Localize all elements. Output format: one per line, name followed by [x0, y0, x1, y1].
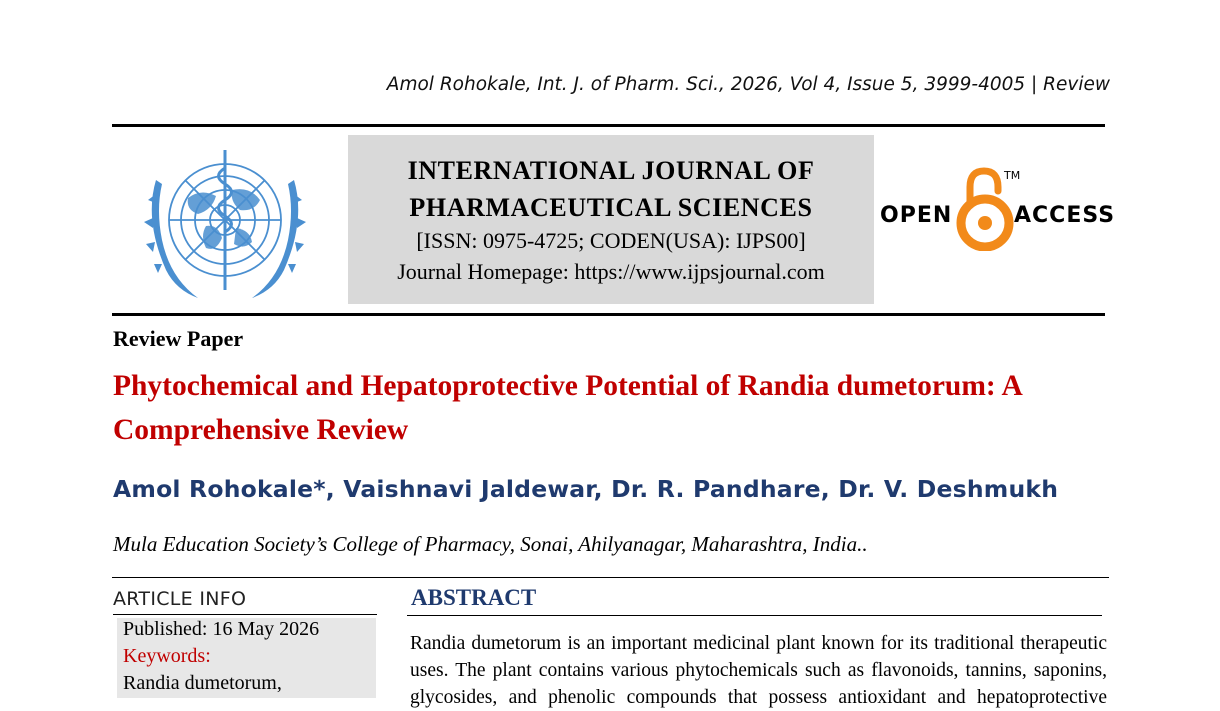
journal-issn: [ISSN: 0975-4725; CODEN(USA): IJPS00] [416, 228, 806, 253]
open-access-logo [880, 165, 1116, 255]
author-list: Amol Rohokale*, Vaishnavi Jaldewar, Dr. R. Pandhare, Dr. V. Deshmukh [113, 475, 1059, 503]
journal-name-line2: PHARMACEUTICAL SCIENCES [409, 193, 813, 222]
journal-name-line1: INTERNATIONAL JOURNAL OF [407, 156, 815, 185]
paper-title: Phytochemical and Hepatoprotective Potential of Randia dumetorum: A Comprehensive Review [113, 370, 1022, 446]
section-divider [112, 577, 1109, 578]
journal-masthead [348, 135, 874, 304]
open-access-right-text: ACCESS [1014, 203, 1116, 228]
journal-emblem-logo [126, 140, 324, 306]
article-info-panel [117, 618, 376, 698]
keywords-label: Keywords: [123, 645, 211, 667]
journal-homepage[interactable]: Journal Homepage: https://www.ijpsjournal.com [397, 259, 825, 284]
keyword-item: Randia dumetorum, [123, 672, 282, 694]
trademark-label: TM [1004, 169, 1021, 182]
abstract-heading: ABSTRACT [411, 585, 537, 610]
paper-type: Review Paper [113, 326, 244, 351]
published-date: Published: 16 May 2026 [123, 618, 320, 640]
citation-header: Amol Rohokale, Int. J. of Pharm. Sci., 2026, Vol 4, Issue 5, 3999-4005 | Review [386, 74, 1110, 95]
affiliation: Mula Education Society’s College of Pharmacy, Sonai, Ahilyanagar, Maharashtra, India.. [113, 532, 868, 556]
open-access-left-text: OPEN [880, 203, 953, 228]
top-divider [112, 124, 1105, 127]
abstract-body: Randia dumetorum is an important medicinal plant known for its traditional therapeutic uses. The plant contains various phytochemicals such as flavonoids, tannins, saponins, glycosides, and phenolic compounds that possess antioxidant and hepatoprotective [410, 633, 1107, 708]
masthead-bottom-divider [112, 313, 1105, 316]
article-info-divider [113, 614, 377, 615]
abstract-divider [407, 615, 1102, 616]
article-info-heading: ARTICLE INFO [113, 588, 247, 610]
